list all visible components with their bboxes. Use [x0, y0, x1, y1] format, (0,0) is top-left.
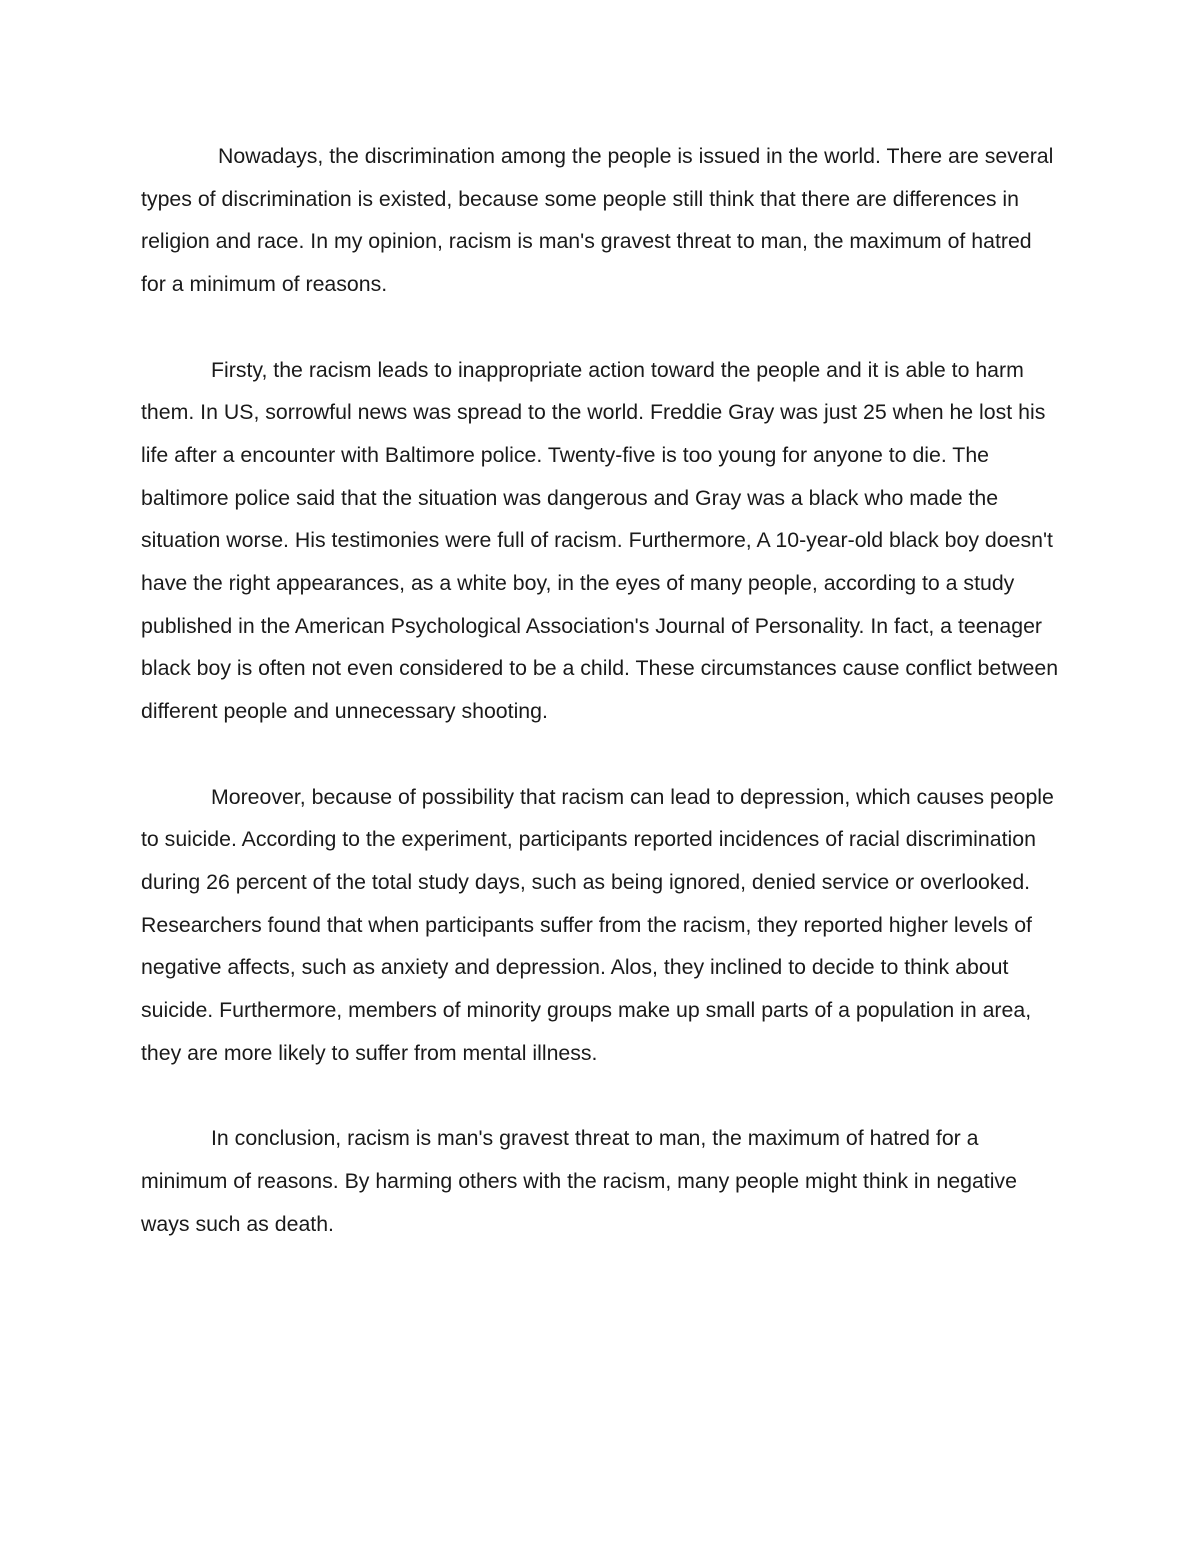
- paragraph-firstly: Firsty, the racism leads to inappropriate action toward the people and it is able to harm them. In US, sorrowful news was spread to the world. Freddie Gray was just 25 when he lost his life after a encounter with Baltimore police. Twenty-five is too young for anyone to die. The baltimore police said that the situation was dangerous and Gray was a black who made the situation worse. His testimonies were full of racism. Furthermore, A 10-year-old black boy doesn't have the right appearances, as a white boy, in the eyes of many people, according to a study published in the American Psychological Association's Journal of Personality. In fact, a teenager black boy is often not even considered to be a child. These circumstances cause conflict between different people and unnecessary shooting.: [141, 357, 1059, 724]
- paragraph-conclusion: In conclusion, racism is man's gravest threat to man, the maximum of hatred for a minimum of reasons. By harming others with the racism, many people might think in negative ways such as death.: [141, 1126, 1017, 1236]
- document-body: [141, 135, 1061, 1288]
- paragraph-introduction: Nowadays, the discrimination among the people is issued in the world. There are several types of discrimination is existed, because some people still think that there are differences in religion and race. In my opinion, racism is man's gravest threat to man, the maximum of hatred for a minimum of reasons.: [141, 144, 1054, 297]
- paragraph-moreover: Moreover, because of possibility that racism can lead to depression, which causes people to suicide. According to the experiment, participants reported incidences of racial discrimination during 26 percent of the total study days, such as being ignored, denied service or overlooked. Researchers found that when participants suffer from the racism, they reported higher levels of negative affects, such as anxiety and depression. Alos, they inclined to decide to think about suicide. Furthermore, members of minority groups make up small parts of a population in area, they are more likely to suffer from mental illness.: [141, 784, 1054, 1065]
